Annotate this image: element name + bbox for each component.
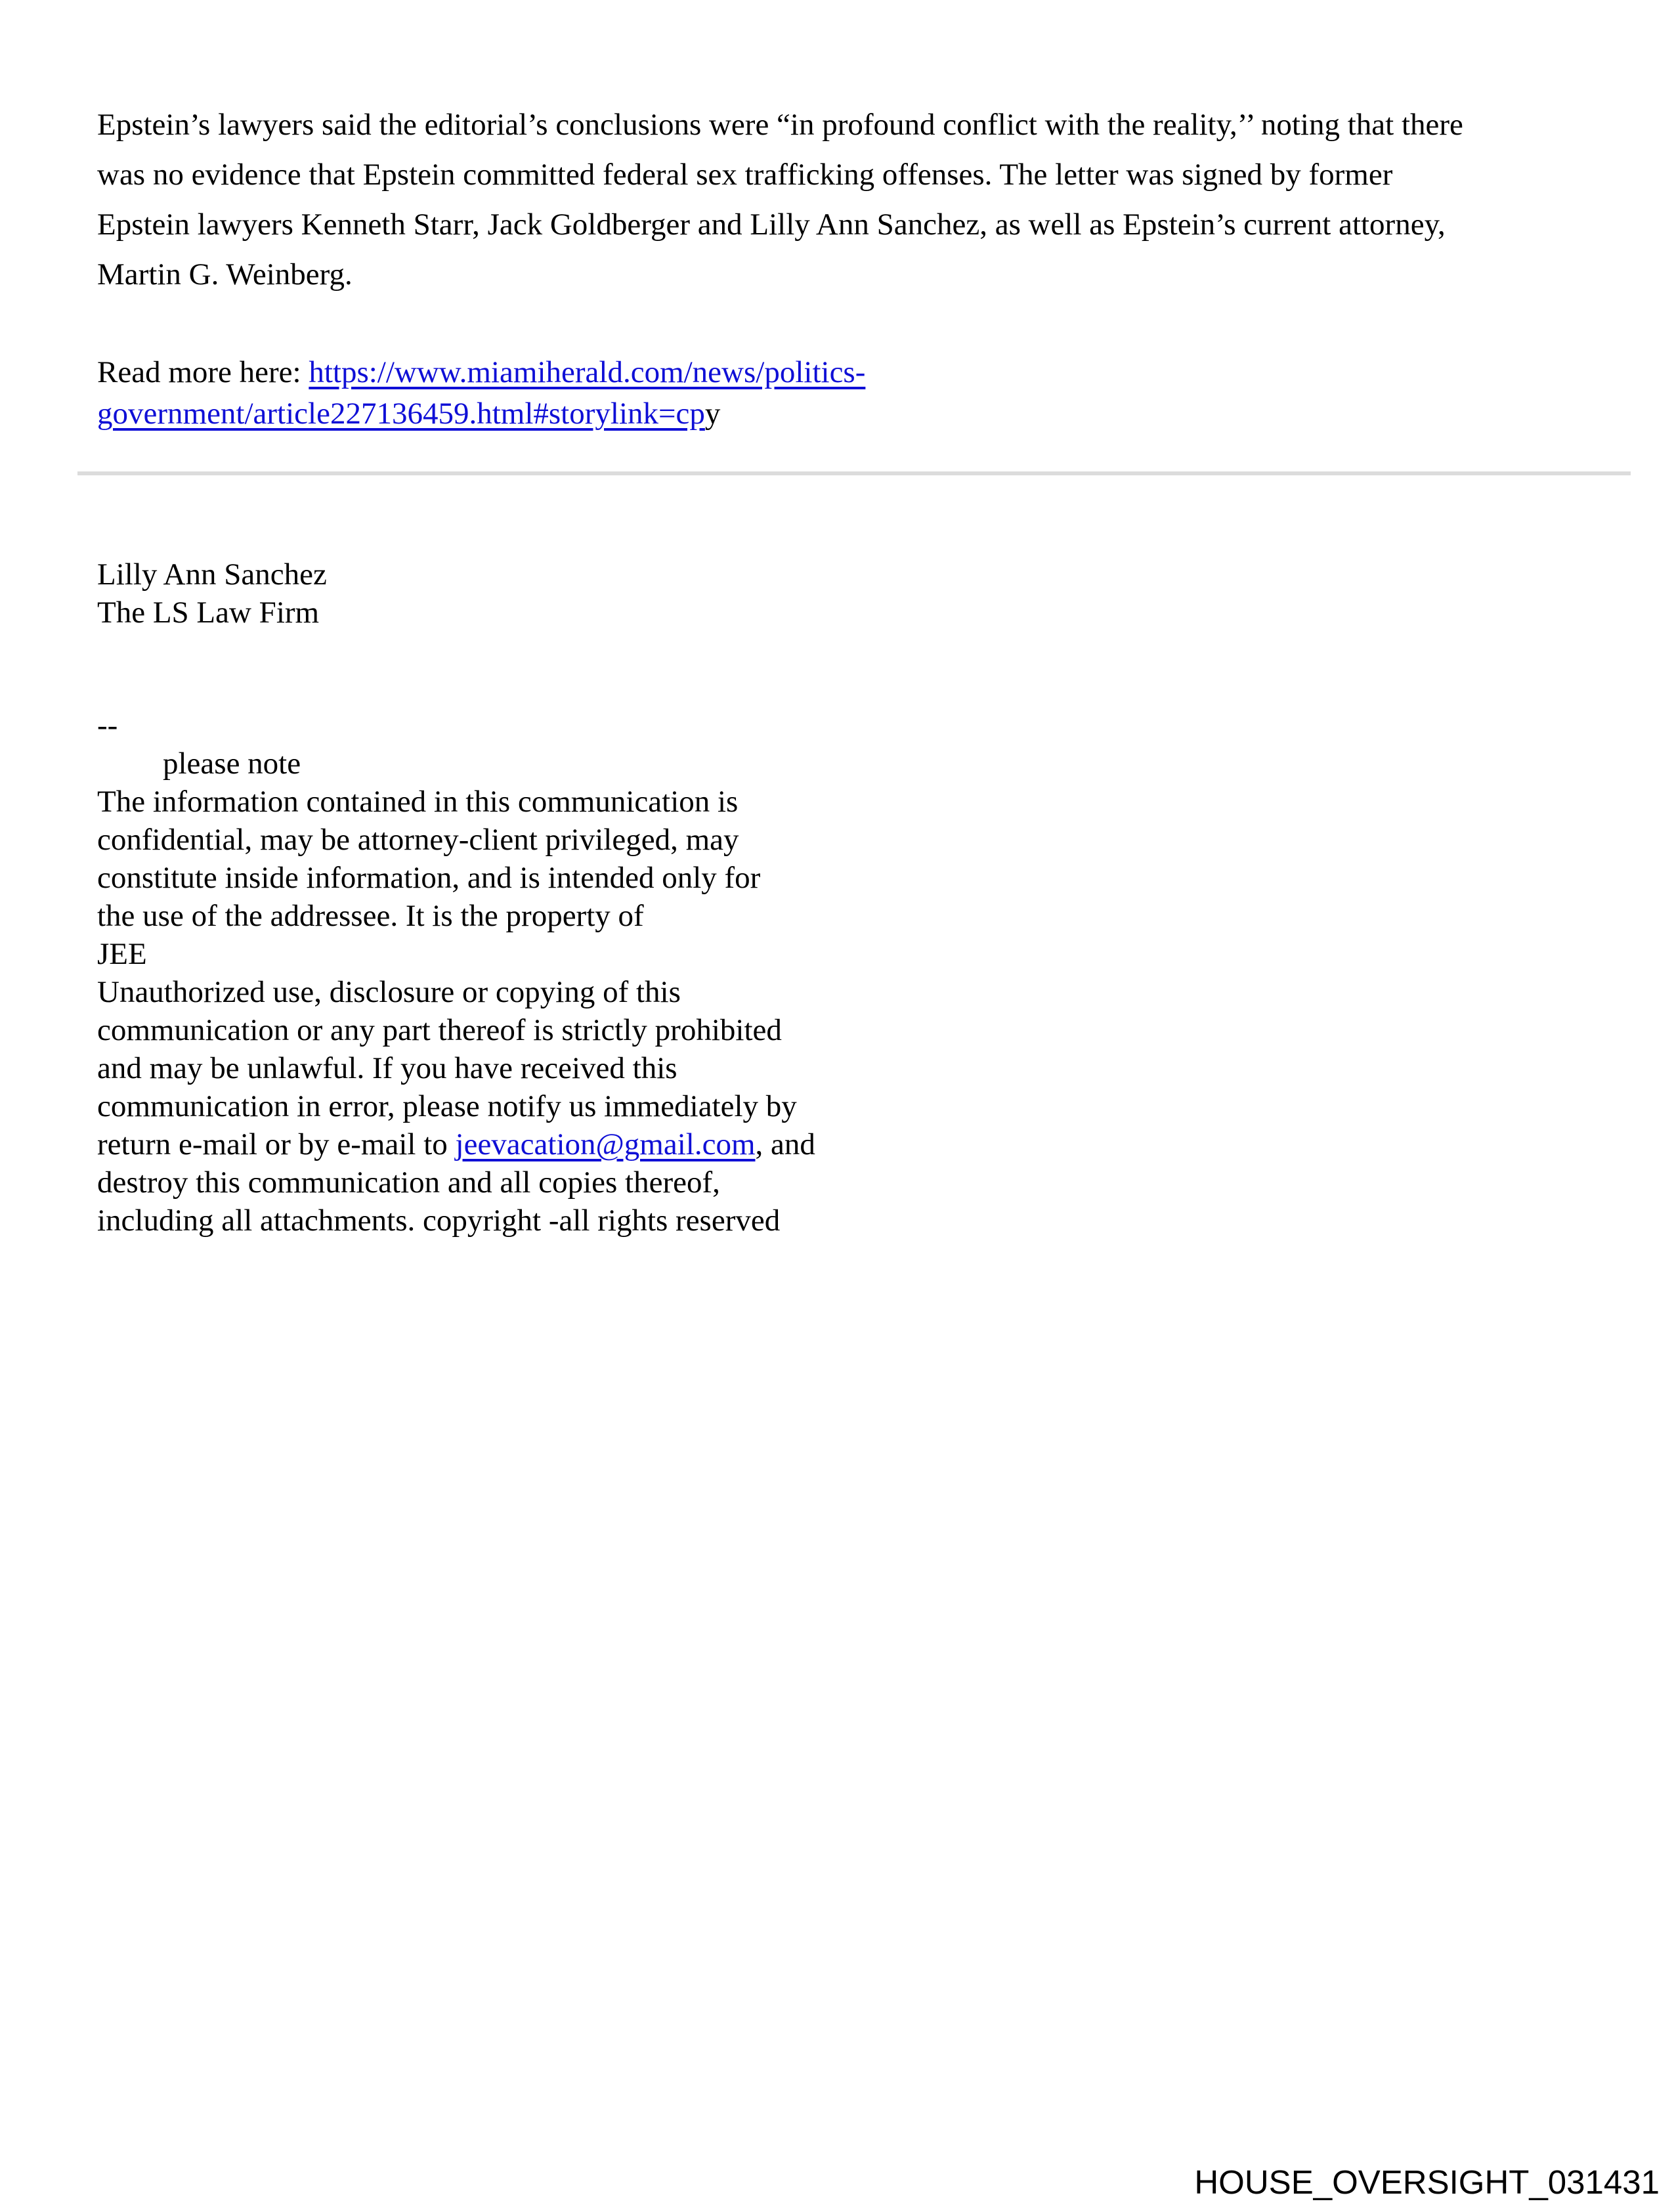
disclaimer-block (97, 706, 815, 1240)
disclaimer-email-prefix: return e-mail or by e-mail to (97, 1127, 456, 1161)
disclaimer-note-label: please note (163, 747, 301, 781)
paragraph-line: Epstein’s lawyers said the editorial’s conclusions were “in profound conflict with the reality,’’ noting that there (97, 108, 1463, 142)
disclaimer-email-line (97, 1125, 815, 1163)
signature-separator-dashes: -- (97, 708, 118, 743)
disclaimer-line: including all attachments. copyright -all rights reserved (97, 1204, 781, 1238)
bates-number-stamp: HOUSE_OVERSIGHT_031431 (1194, 2163, 1660, 2201)
disclaimer-line: communication in error, please notify us immediately by (97, 1089, 797, 1123)
paragraph-line: was no evidence that Epstein committed federal sex trafficking offenses. The letter was signed by former (97, 158, 1393, 192)
signature-name: Lilly Ann Sanchez (97, 557, 327, 592)
disclaimer-line: communication or any part thereof is strictly prohibited (97, 1013, 782, 1047)
paragraph-line: Epstein lawyers Kenneth Starr, Jack Goldberger and Lilly Ann Sanchez, as well as Epstein’s current attorney, (97, 207, 1446, 242)
disclaimer-lines-top (97, 783, 815, 1125)
disclaimer-email-suffix: , and (755, 1127, 815, 1161)
disclaimer-line: destroy this communication and all copies thereof, (97, 1165, 720, 1200)
article-link-overflow-text: y (704, 397, 721, 431)
body-paragraph (97, 100, 1640, 299)
article-link-line-2[interactable]: government/article227136459.html#storylink=cp (97, 397, 705, 431)
disclaimer-line: the use of the addressee. It is the property of (97, 899, 644, 933)
signature-block (97, 555, 327, 632)
read-more-block (97, 352, 865, 435)
disclaimer-line: Unauthorized use, disclosure or copying of this (97, 975, 681, 1009)
signature-firm: The LS Law Firm (97, 596, 320, 630)
read-more-line-1 (97, 352, 865, 393)
disclaimer-line: JEE (97, 937, 147, 971)
disclaimer-line: confidential, may be attorney-client privileged, may (97, 823, 739, 857)
disclaimer-lines-bottom (97, 1163, 815, 1240)
disclaimer-line: The information contained in this communication is (97, 785, 739, 819)
disclaimer-line: and may be unlawful. If you have received this (97, 1051, 677, 1085)
article-link-line-1[interactable]: https://www.miamiherald.com/news/politics- (309, 355, 866, 389)
disclaimer-line: constitute inside information, and is intended only for (97, 861, 761, 895)
paragraph-line: Martin G. Weinberg. (97, 257, 353, 292)
email-link[interactable]: jeevacation@gmail.com (455, 1127, 756, 1161)
horizontal-divider (77, 471, 1631, 475)
read-more-line-2 (97, 393, 865, 435)
read-more-label: Read more here: (97, 355, 309, 389)
